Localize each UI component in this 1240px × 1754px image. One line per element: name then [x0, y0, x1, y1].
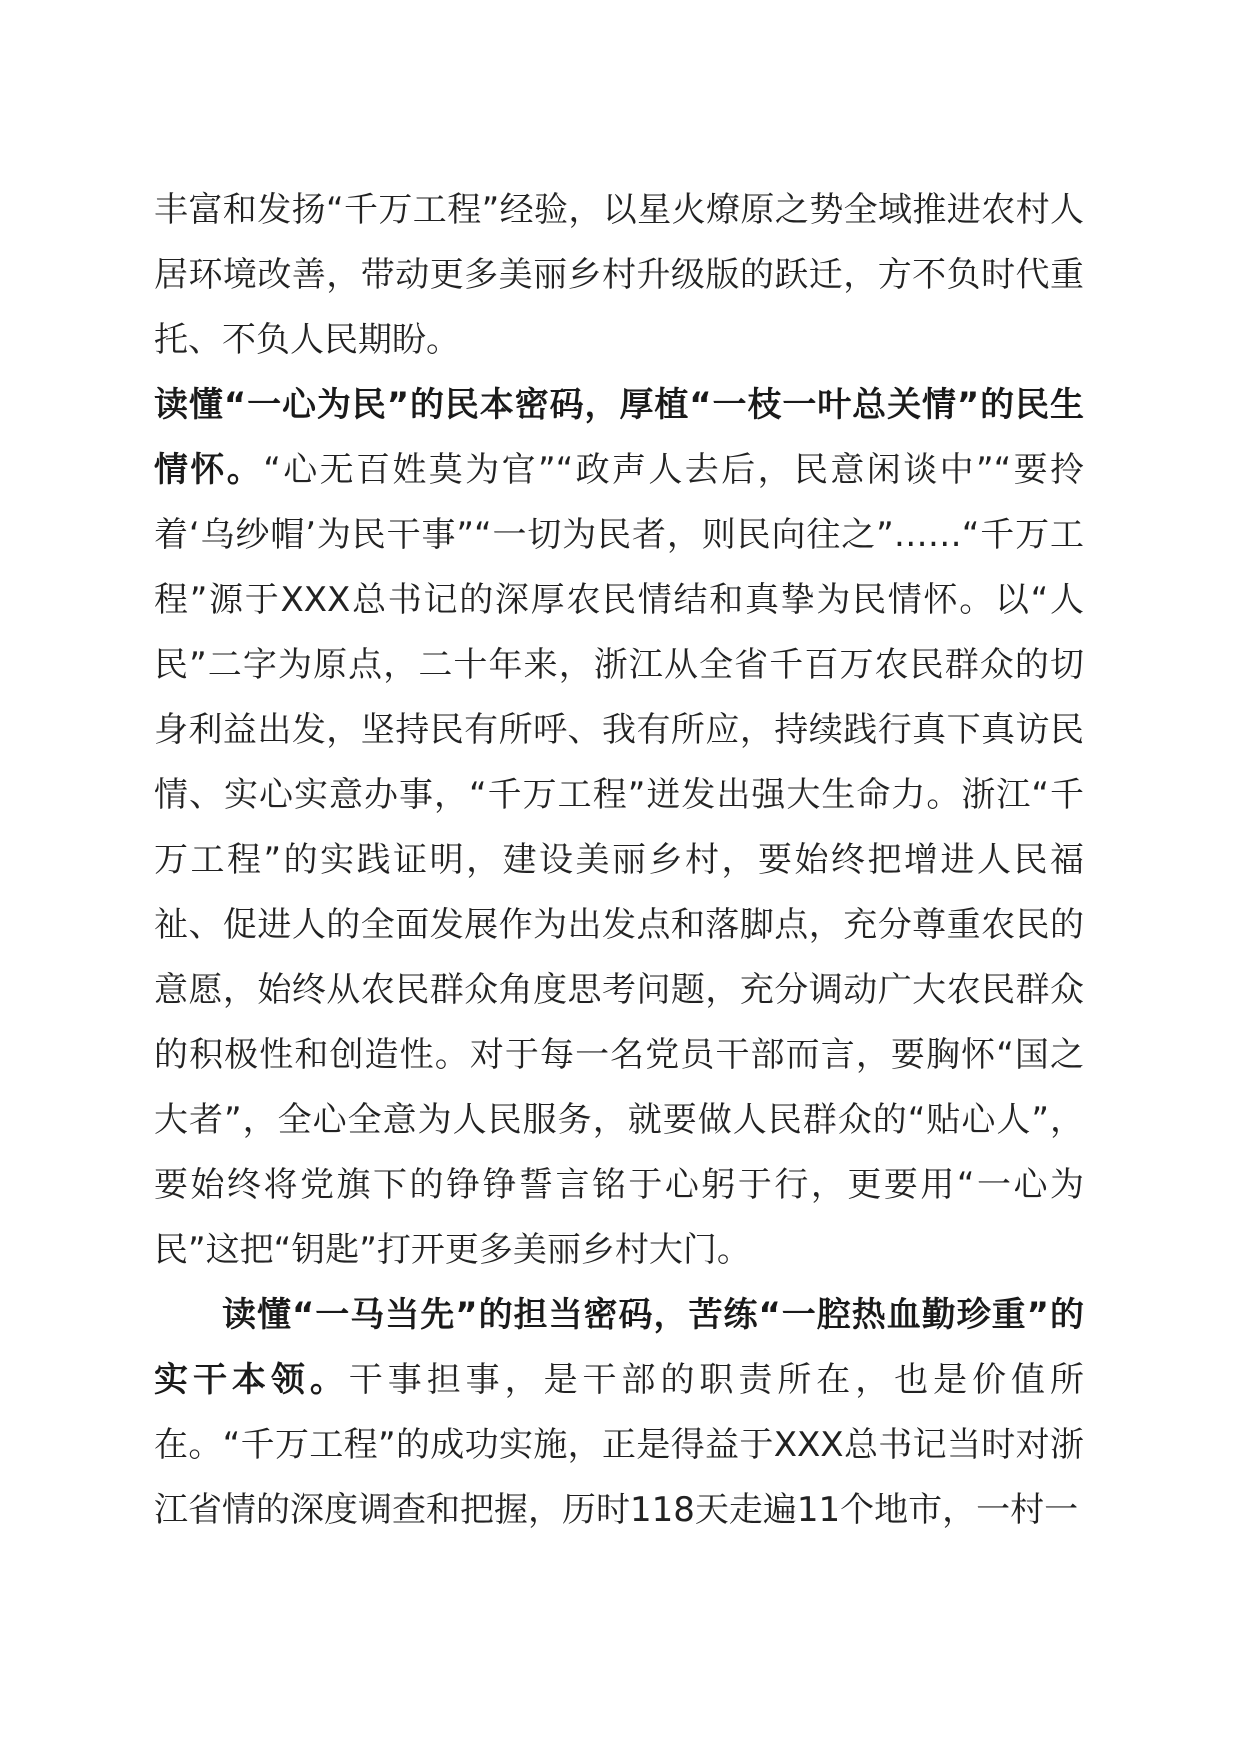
- paragraph-1-text: 丰富和发扬“千万工程”经验，以星火燎原之势全域推进农村人居环境改善，带动更多美丽乡村升级版的跃迁，方不负时代重托、不负人民期盼。: [154, 190, 1084, 360]
- paragraph-2-lead: 读懂“一心为民”的民本密码，厚植“一枝一叶总关情”的民生情怀。: [154, 385, 1084, 490]
- paragraph-3-text: 干事担事，是干部的职责所在，也是价值所在。“千万工程”的成功实施，正是得益于XXX总书记当时对浙江省情的深度调查和把握，历时118天走遍11个地市，一村一: [154, 1360, 1085, 1530]
- paragraph-2: [154, 373, 1084, 1283]
- paragraph-1: [154, 178, 1084, 373]
- paragraph-3: [154, 1283, 1084, 1543]
- paragraph-3-lead: 读懂“一马当先”的担当密码，苦练“一腔热血勤珍重”的实干本领。: [154, 1295, 1084, 1400]
- document-body: [154, 178, 1084, 1543]
- paragraph-2-text: “心无百姓莫为官”“政声人去后，民意闲谈中”“要拎着‘乌纱帽’为民干事”“一切为民者，则民向往之”……“千万工程”源于XXX总书记的深厚农民情结和真挚为民情怀。以“人民”二字为原点，二十年来，浙江从全省千百万农民群众的切身利益出发，坚持民有所呼、我有所应，持续践行真下真访民情、实心实意办事，“千万工程”迸发出强大生命力。浙江“千万工程”的实践证明，建设美丽乡村，要始终把增进人民福祉、促进人的全面发展作为出发点和落脚点，充分尊重农民的意愿，始终从农民群众角度思考问题，充分调动广大农民群众的积极性和创造性。对于每一名党员干部而言，要胸怀“国之大者”，全心全意为人民服务，就要做人民群众的“贴心人”，要始终将党旗下的铮铮誓言铭于心躬于行，更要用“一心为民”这把“钥匙”打开更多美丽乡村大门。: [154, 450, 1085, 1270]
